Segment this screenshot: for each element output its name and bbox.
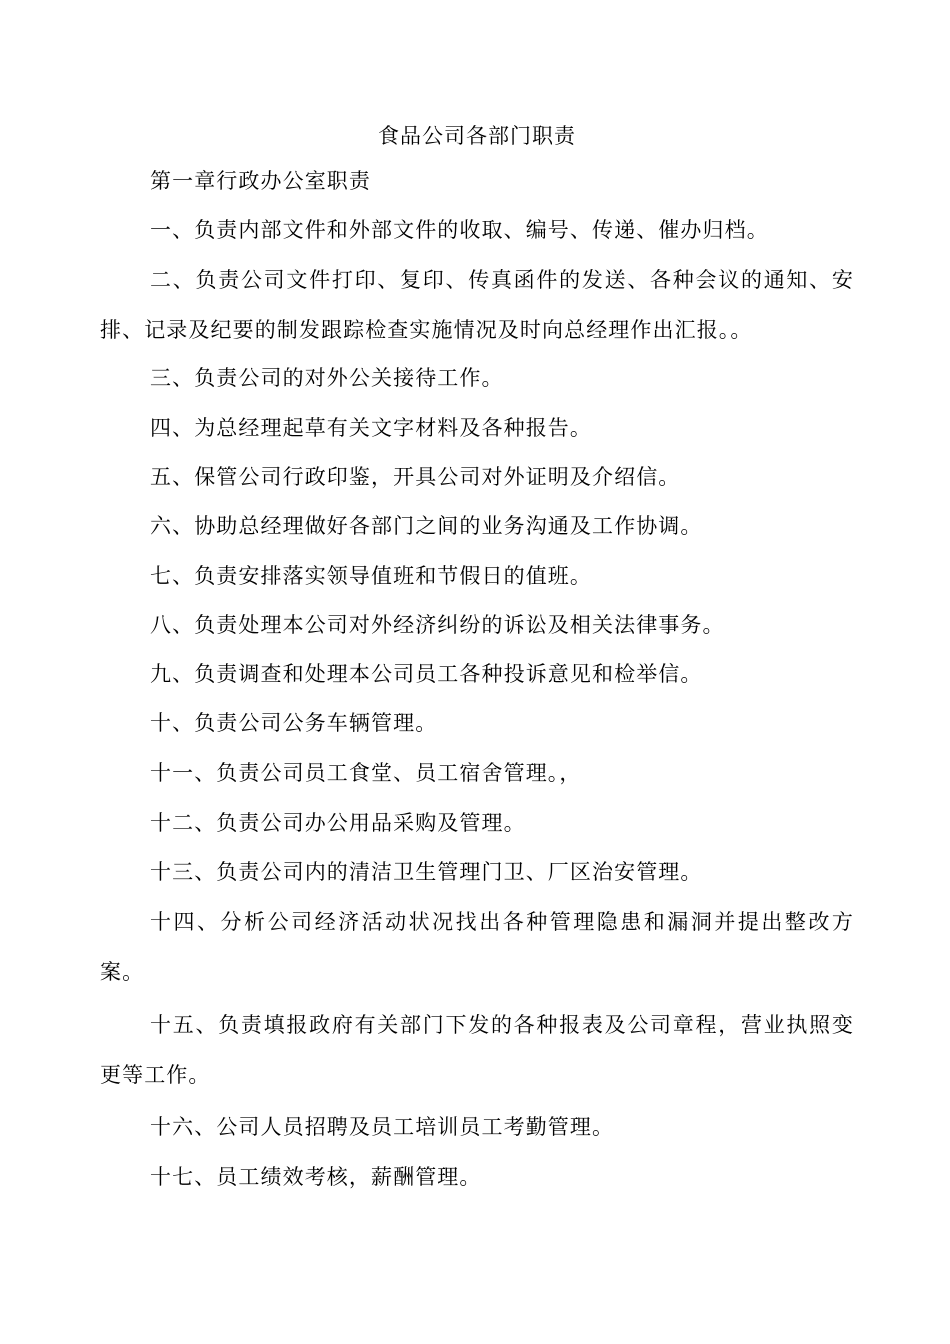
- duty-item-3: 三、负责公司的对外公关接待工作。: [150, 366, 504, 390]
- duty-item-8: 八、负责处理本公司对外经济纠纷的诉讼及相关法律事务。: [150, 613, 725, 637]
- duty-item-13: 十三、负责公司内的清洁卫生管理门卫、厂区治安管理。: [150, 860, 703, 884]
- duty-item-7: 七、负责安排落实领导值班和节假日的值班。: [150, 564, 592, 588]
- duty-item-15: 十五、负责填报政府有关部门下发的各种报表及公司章程，营业执照变更等工作。: [100, 1013, 854, 1087]
- duty-item-2: 二、负责公司文件打印、复印、传真函件的发送、各种会议的通知、安排、记录及纪要的制发跟踪检查实施情况及时向总经理作出汇报。。: [100, 268, 854, 342]
- document-title: 食品公司各部门职责: [378, 124, 576, 148]
- duty-item-10: 十、负责公司公务车辆管理。: [150, 711, 438, 735]
- duty-item-11: 十一、负责公司员工食堂、员工宿舍管理。，: [150, 761, 582, 785]
- chapter-heading: 第一章行政办公室职责: [150, 169, 371, 193]
- duty-item-9: 九、负责调查和处理本公司员工各种投诉意见和检举信。: [150, 662, 703, 686]
- duty-item-12: 十二、负责公司办公用品采购及管理。: [150, 811, 526, 835]
- duty-item-6: 六、协助总经理做好各部门之间的业务沟通及工作协调。: [150, 514, 703, 538]
- duty-item-5: 五、保管公司行政印鉴，开具公司对外证明及介绍信。: [150, 465, 681, 489]
- duty-item-4: 四、为总经理起草有关文字材料及各种报告。: [150, 416, 592, 440]
- duty-item-14: 十四、分析公司经济活动状况找出各种管理隐患和漏洞并提出整改方案。: [100, 910, 854, 984]
- duty-item-16: 十六、公司人员招聘及员工培训员工考勤管理。: [150, 1115, 615, 1139]
- duty-item-1: 一、负责内部文件和外部文件的收取、编号、传递、催办归档。: [150, 218, 769, 242]
- duty-item-17: 十七、员工绩效考核，薪酬管理。: [150, 1165, 482, 1189]
